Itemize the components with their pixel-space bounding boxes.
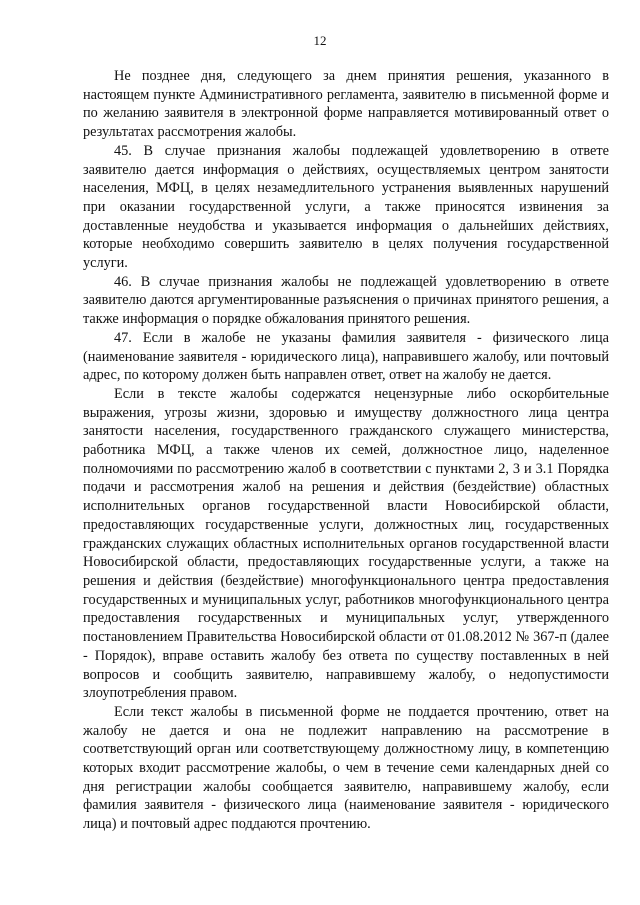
paragraph-response-deadline: Не позднее дня, следующего за днем принятия решения, указанного в настоящем пункте Административного регламента, заявителю в письменной форме и по желанию заявителя в электронной форме направляется мотивированный ответ о результатах рассмотрения жалобы. bbox=[83, 68, 609, 141]
page-number: 12 bbox=[313, 33, 327, 48]
paragraph-46-complaint-rejected: 46. В случае признания жалобы не подлежащей удовлетворению в ответе заявителю даются аргументированные разъяснения о причинах принятого решения, а также информация о порядке обжалования принятого решения. bbox=[83, 273, 609, 328]
paragraph-illegible-text: Если текст жалобы в письменной форме не поддается прочтению, ответ на жалобу не дается и она не подлежит направлению на рассмотрение в соответствующий орган или соответствующему должностному лицу, в компетенцию которых входит рассмотрение жалобы, о чем в течение семи календарных дней со дня регистрации жалобы сообщается заявителю, направившему жалобу, если фамилия заявителя - физического лица (наименование заявителя - юридического лица) и почтовый адрес поддаются прочтению. bbox=[83, 703, 609, 833]
paragraph-offensive-language: Если в тексте жалобы содержатся нецензурные либо оскорбительные выражения, угрозы жизни, здоровью и имуществу должностного лица центра занятости населения, государственного гражданского служащего министерства, работника МФЦ, а также членов их семей, должностное лицо, наделенное полномочиями по рассмотрению жалоб в соответствии с пунктами 2, 3 и 3.1 Порядка подачи и рассмотрения жалоб на решения и действия (бездействие) областных исполнительных органов государственной власти Новосибирской области, предоставляющих государственные услуги, должностных лиц, государственных гражданских служащих областных исполнительных органов государственной власти Новосибирской области, предоставляющих государственные услуги, а также на решения и действия (бездействие) многофункционального центра предоставления государственных и муниципальных услуг, работников многофункционального центра предоставления государственных и муниципальных услуг, утвержденного постановлением Правительства Новосибирской области от 01.08.2012 № 367-п (далее - Порядок), вправе оставить жалобу без ответа по существу поставленных в ней вопросов и сообщить заявителю, направившему жалобу, о недопустимости злоупотребления правом. bbox=[83, 385, 609, 702]
document-body bbox=[83, 67, 609, 834]
paragraph-45-complaint-satisfied: 45. В случае признания жалобы подлежащей удовлетворению в ответе заявителю дается информация о действиях, осуществляемых центром занятости населения, МФЦ, в целях незамедлительного устранения выявленных нарушений при оказании государственной услуги, а также приносятся извинения за доставленные неудобства и указывается информация о дальнейших действиях, которые необходимо совершить заявителю в целях получения государственной услуги. bbox=[83, 142, 609, 272]
paragraph-47-no-name-or-address: 47. Если в жалобе не указаны фамилия заявителя - физического лица (наименование заявителя - юридического лица), направившего жалобу, или почтовый адрес, по которому должен быть направлен ответ, ответ на жалобу не дается. bbox=[83, 329, 609, 384]
